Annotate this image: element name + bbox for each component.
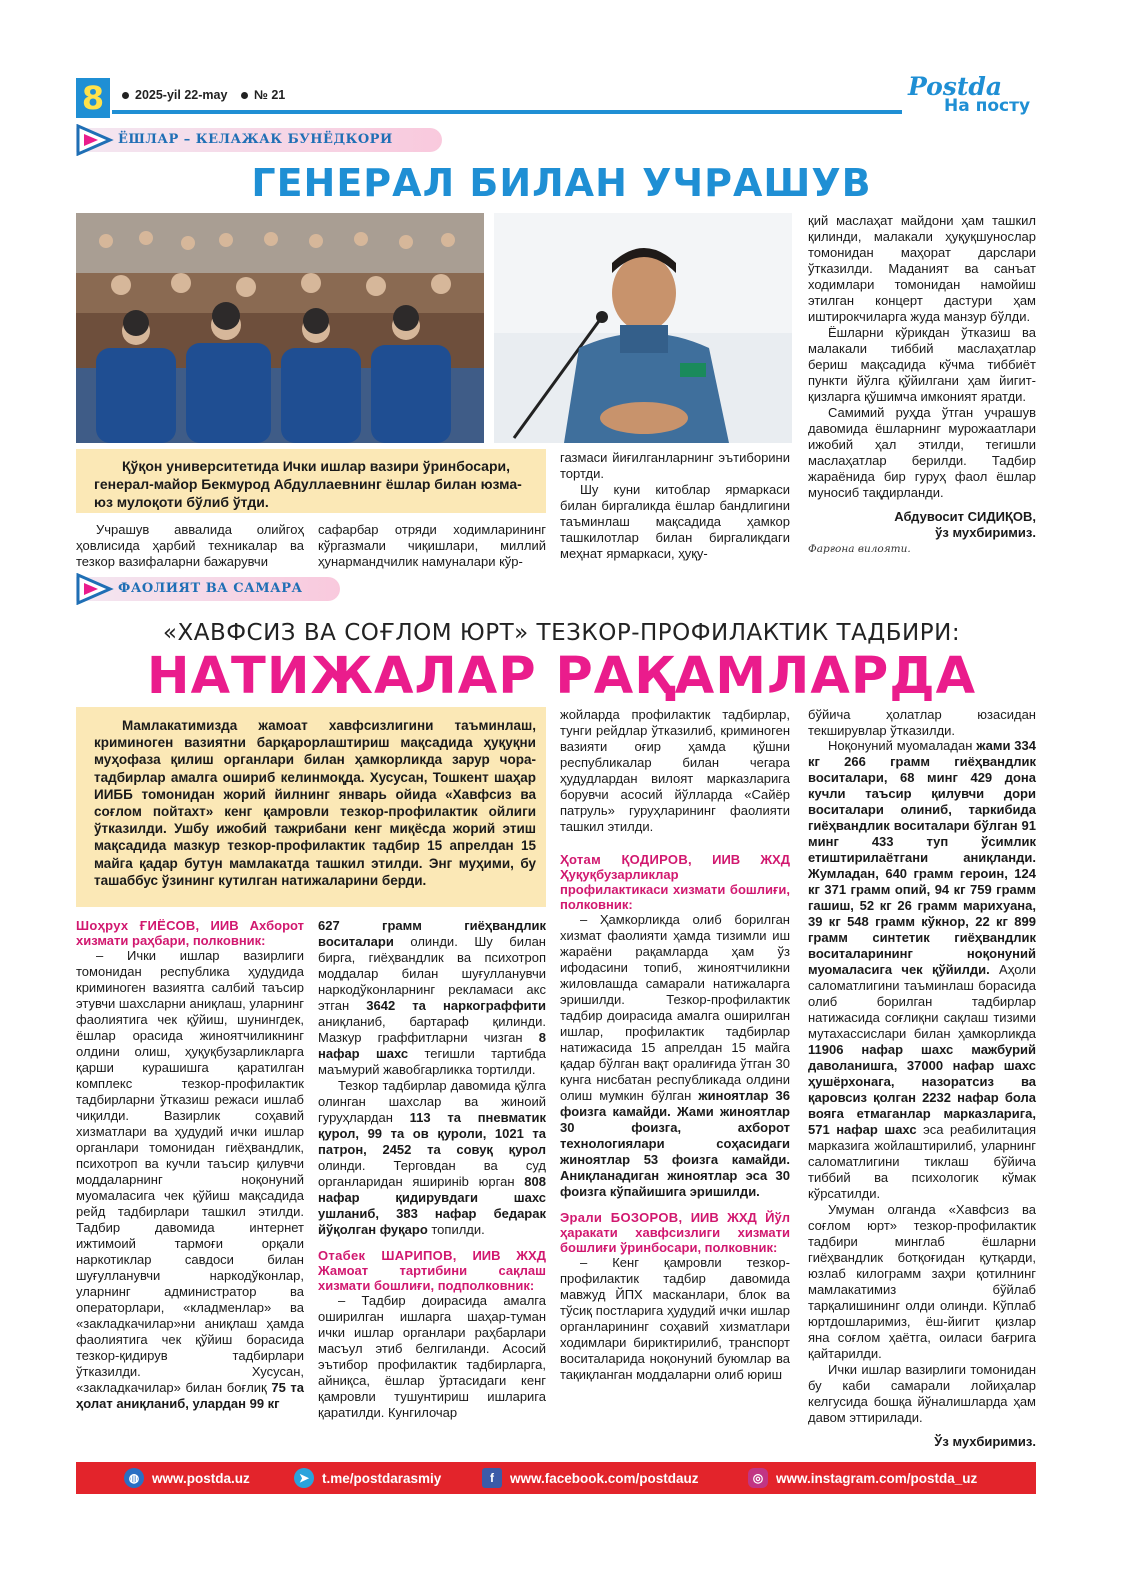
article1-column-4 xyxy=(808,213,1036,557)
article2-lead: Мамлакатимизда жамоат хавфсизлигини таъминлаш, криминоген вазиятни барқарорлаштириш мақсадида ҳуқуқни муҳофаза қилиш органлари билан ҳамкорликда зарур чора-тадбирлар амалга ошириб келинмоқда. Хусусан, Тошкент шаҳар ИИББ томонидан жорий йилнинг январь ойида «Хавфсиз ва соғлом пойтахт» кенг қамровли тезкор-профилактик ойлиги ўтказилди. Ушбу ижобий тажрибани кенг миқёсда жорий этиш мақсадида мазкур тезкор-профилактик тадбир 15 апрелдан 15 майга қадар бутун мамлакатда ташкил этилди. Энг муҳими, бу ташаббус ўзининг кутилган натижаларини берди. xyxy=(76,707,546,907)
rubric-activity xyxy=(76,573,340,603)
telegram-icon: ➤ xyxy=(294,1468,314,1488)
footer-site-link[interactable]: ◍ www.postda.uz xyxy=(124,1462,250,1494)
article2-column-2: 627 грамм гиёҳвандлик воситалари олинди. Шу билан бирга, гиёҳвандлик ва психотроп моддалар билан шуғулланувчи наркодўконларнинг рекламаси акс этган 3642 та наркограффити аниқланиб, бартараф қилинди. Мазкур граффитларни чизган 8 нафар шахс тегишли тартибда маъмурий жавобгарликка тортилди. Тезкор тадбирлар давомида қўлга олинган шахслар ва жиноий гуруҳлардан 113 та пневматик қурол, 99 та ов қуроли, 1021 та патрон, 2452 та совуқ қурол олинди. Терговдан ва суд органларидан яширинib юрган 808 нафар қидирувдаги шахс ушланиб, 383 нафар бедарак йўқолган фуқаро топилди. Отабек ШАРИПОВ, ИИВ ЖХД Жамоат тартибини сақлаш хизмати бошлиғи, подполковник: – Тадбир доирасида амалга оширилган ишларга шаҳар-туман ички ишлар органлари раҳбарлари масъул этиб белгиланди. Асосий эътибор профилактик тадбирларга, айниқса, ёшлар ўртасидаги кенг қамровли тушунтириш ишларига қаратилди. Кунгилочар xyxy=(318,918,546,1420)
facebook-icon: f xyxy=(482,1468,502,1488)
article1-column-2 xyxy=(318,522,546,570)
signoff: Ўз мухбиримиз. xyxy=(934,1434,1036,1449)
instagram-icon: ◎ xyxy=(748,1468,768,1488)
photo-audience xyxy=(76,213,484,443)
photo-general xyxy=(494,213,792,443)
paragraph: Учрашув аввалида олийгоҳ ҳовлисида ҳарбий техникалар ва тезкор вазифаларни бажарувчи xyxy=(76,522,304,569)
rubric-arrow-icon xyxy=(76,124,116,156)
headline-meeting: ГЕНЕРАЛ БИЛАН УЧРАШУВ xyxy=(251,161,872,205)
paragraph: қий маслаҳат майдони ҳам ташкил қилинди, малакали ҳуқуқшунослар томонидан маҳорат дарслари ўтказилди. Маданият ва санъат ходимлари томонидан намойиш этилган концерт дастури ҳам иштирокчиларга жуда манзур бўлди. xyxy=(808,213,1036,324)
bullet-icon xyxy=(241,92,248,99)
rubric-youth xyxy=(76,124,442,154)
paragraph: бўйича ҳолатлар юзасидан текширувлар ўтказилди. xyxy=(808,707,1036,738)
article2-column-3: Ҳотам ҚОДИРОВ, ИИВ ЖХД Ҳуқуқбузарликлар профилактикаси хизмати бошлиғи, полковник: – Ҳамкорликда олиб борилган хизмат фаолияти ҳамда тизимли иш жараёни рақамларда ҳам ўз ифодасини топиб, жиноятчиликни жиловлашда самарали натижаларга эришилди. Тезкор-профилактик тадбир доирасида амалга оширилган ишлар, профилактик тадбирлар натижасида 15 апрелдан 15 майга қадар бўлган вақт оралиғида ўтган 30 кунга нисбатан республикада олдини олиш мумкин бўлган жиноятлар 36 фоизга камайди. Жами жиноятлар 30 фоизга, ахборот технологиялари соҳасидаги жиноятлар 53 фоизга камайди. Аниқланадиган жиноятлар эса 30 фоизга кўпайишига эришилди. Эрали БОЗОРОВ, ИИВ ЖХД Йўл ҳаракати хавфсизлиги хизмати бошлиғи ўринбосари, полковник: – Кенг қамровли тезкор-профилактик тадбир давомида мавжуд ЙПХ масканлари, блок ва тўсиқ постларига ҳудудий ички ишлар органларининг соҳавий хизматлари ходимлари бириктирилиб, транспорт воситаларида ноқонуний буюмлар ва тақиқланган моддаларни олиб юриш xyxy=(560,852,790,1382)
rubric-title: ЁШЛАР – КЕЛАЖАК БУНЁДКОРИ xyxy=(118,132,393,147)
page-number: 8 xyxy=(76,78,110,118)
footer-instagram-link[interactable]: ◎ www.instagram.com/postda_uz xyxy=(748,1462,977,1494)
author-role: ўз мухбиримиз. xyxy=(935,525,1036,540)
paragraph: Самимий руҳда ўтган учрашув давомида ёшларнинг мурожаатлари ижобий ҳал этилди, тегишли маслаҳатлар берилди. Тадбир жараёнида бир гуруҳ фаол ёшлар муносиб тақдирланди. xyxy=(808,405,1036,500)
issue-date-line xyxy=(120,88,285,102)
paragraph: жойларда профилактик тадбирлар, тунги рейдлар ўтказилиб, криминоген вазияти оғир ҳамда қўшни республикалар билан чегара ҳудудлардан вилоят марказларига борувчи асосий йўлларда «Сайёр патруль» гуруҳларининг фаолияти ташкил этилди. xyxy=(560,707,790,834)
rubric-arrow-icon xyxy=(76,573,116,605)
speaker-3-label: Ҳотам ҚОДИРОВ, ИИВ ЖХД Ҳуқуқбузарликлар профилактикаси хизмати бошлиғи, полковник: xyxy=(560,852,790,912)
article2-column-3-top xyxy=(560,707,790,835)
article2-kicker: «ХАВФСИЗ ВА СОҒЛОМ ЮРТ» ТЕЗКОР-ПРОФИЛАКТИК ТАДБИРИ: xyxy=(162,620,961,646)
author-region: Фарғона вилояти. xyxy=(808,543,911,555)
issue-date: 2025-yil 22-may xyxy=(135,88,228,102)
footer-facebook-link[interactable]: f www.facebook.com/postdauz xyxy=(482,1462,699,1494)
speaker-4-label: Эрали БОЗОРОВ, ИИВ ЖХД Йўл ҳаракати хавфсизлиги хизмати бошлиғи ўринбосари, полковник: xyxy=(560,1210,790,1255)
logo-latin: Postda xyxy=(908,72,1003,101)
paragraph: газмаси йиғилганларнинг эътиборини тортди. xyxy=(560,450,790,481)
globe-icon: ◍ xyxy=(124,1468,144,1488)
logo-cyrillic: На посту xyxy=(944,96,1031,116)
paragraph: сафарбар отряди ходимларининг кўргазмали чиқишлари, миллий ҳунармандчилик намуналари кўр- xyxy=(318,522,546,569)
speaker-2-label: Отабек ШАРИПОВ, ИИВ ЖХД Жамоат тартибини сақлаш хизмати бошлиғи, подполковник: xyxy=(318,1248,546,1293)
photo-caption: Қўқон университетида Ички ишлар вазири ўринбосари, генерал-майор Бекмурод Абдуллаевнинг ёшлар билан юзма-юз мулоқоти бўлиб ўтди. xyxy=(76,449,546,513)
speaker-1-label: Шоҳрух ҒИЁСОВ, ИИВ Ахборот хизмати раҳбари, полковник: xyxy=(76,918,304,948)
article2-column-4: Ноқонуний муомаладан жами 334 кг 266 грамм гиёҳвандлик воситалари, 68 минг 429 дона кучли таъсир қилувчи дори воситалари олиниб, таркибида гиёҳвандлик воситалари бўлган 91 минг 433 туп ўсимлик етиштирилаётгани аниқланди. Жумладан, 640 грамм героин, 124 кг 371 грамм опий, 94 кг 759 грамм гашиш, 52 кг 26 грамм марихуана, 39 кг 548 грамм кўкнор, 22 кг 899 грамм синтетик гиёҳвандлик воситаларининг ноқонуний муомаласига чек қўйилди. Аҳоли саломатлигини таъминлаш борасида олиб борилган тадбирлар натижасида соғлиқни сақлаш тизими мутахассислари билан ҳамкорликда 11906 нафар шахс мажбурий даволанишга, 37000 нафар шахс ҳушёрхонага, назоратсиз ва қаровсиз қолган 2232 нафар бола вояга етмаганлар марказларига, 571 нафар шахс эса реабилитация марказига жойлаштирилиб, уларнинг саломатлигини тиклаш бўйича тиббий ва психологик кўмак кўрсатилди. Умуман олганда «Хавфсиз ва соғлом юрт» тезкор-профилактик тадбири минглаб ёшларни гиёҳвандлик ботқоғидан қутқарди, юзлаб килограмм заҳри қотилнинг мамлакатимиз бўйлаб тарқалишининг олди олинди. Кўплаб юртдошларимиз, ёш-йигит қизлар яна соғлом ҳаётга, оилаcи бағрига қайтарилди. Ички ишлар вазирлиги томонидан бу каби самарали лойиҳалар келгусида бошқа йўналишларда ҳам давом эттирилади. Ўз мухбиримиз. xyxy=(808,738,1036,1449)
headline-results: НАТИЖАЛАР РАҚАМЛАРДА xyxy=(146,647,977,706)
footer-links-bar xyxy=(76,1462,1036,1494)
issue-number: № 21 xyxy=(253,88,286,102)
rubric-title: ФАОЛИЯТ ВА САМАРА xyxy=(118,581,303,596)
paragraph: Шу куни китоблар ярмаркаси билан биргаликда ёшлар бандлигини таъминлаш мақсадида ҳамкор ташкилотлар билан биргаликдаги меҳнат ярмаркаси, ҳуқу- xyxy=(560,482,790,561)
paragraph: Ёшларни кўрикдан ўтказиш ва малакали тиббий маслаҳатлар бериш мақсадида кўчма тиббиёт пункти йўлга қўйилгани ҳам йигит-қизларга қўшимча имконият яратди. xyxy=(808,325,1036,404)
bullet-icon xyxy=(122,92,129,99)
article2-column-1: Шоҳрух ҒИЁСОВ, ИИВ Ахборот хизмати раҳбари, полковник: – Ички ишлар вазирлиги томонидан республика ҳудудида криминоген вазиятга салбий таъсир этувчи шахсларни аниқлаш, уларнинг фаолиятига чек қўйиш, шунингдек, ёшлар орасида жиноятчиликнинг олдини олиш, ҳуқуқбузарликларга қарши курашишга қаратилган комплекс тезкор-профилактик тадбирларни ўтказиш режаси ишлаб чиқилди. Вазирлик соҳавий хизматлари ва ҳудудий ички ишлар органлари томонидан гиёҳвандлик, психотроп ва кучли таъсир қилувчи моддаларнинг ноқонуний муомаласига чек қўйиш мақсадида рейд тадбирлари ташкил этилди. Тадбир давомида интернет ижтимоий тармоғи орқали наркотиклар савдоси билан шуғулланувчи наркодўконлар, уларнинг администратор ва операторлари, «кладменлар» ва «закладкачилар»ни аниқлаш ҳамда фаолиятига чек қўйиш борасида тезкор-қидирув тадбирлари ўтказилди. Хусусан, «закладкачилар» билан боғлиқ 75 та ҳолат аниқланиб, улардан 99 кг xyxy=(76,918,305,1411)
article1-column-1 xyxy=(76,522,304,570)
article1-column-3 xyxy=(560,450,790,562)
author-name: Абдувосит СИДИҚОВ, xyxy=(894,509,1036,524)
article2-column-4-top xyxy=(808,707,1036,739)
header-divider xyxy=(112,110,902,114)
footer-telegram-link[interactable]: ➤ t.me/postdarasmiy xyxy=(294,1462,441,1494)
